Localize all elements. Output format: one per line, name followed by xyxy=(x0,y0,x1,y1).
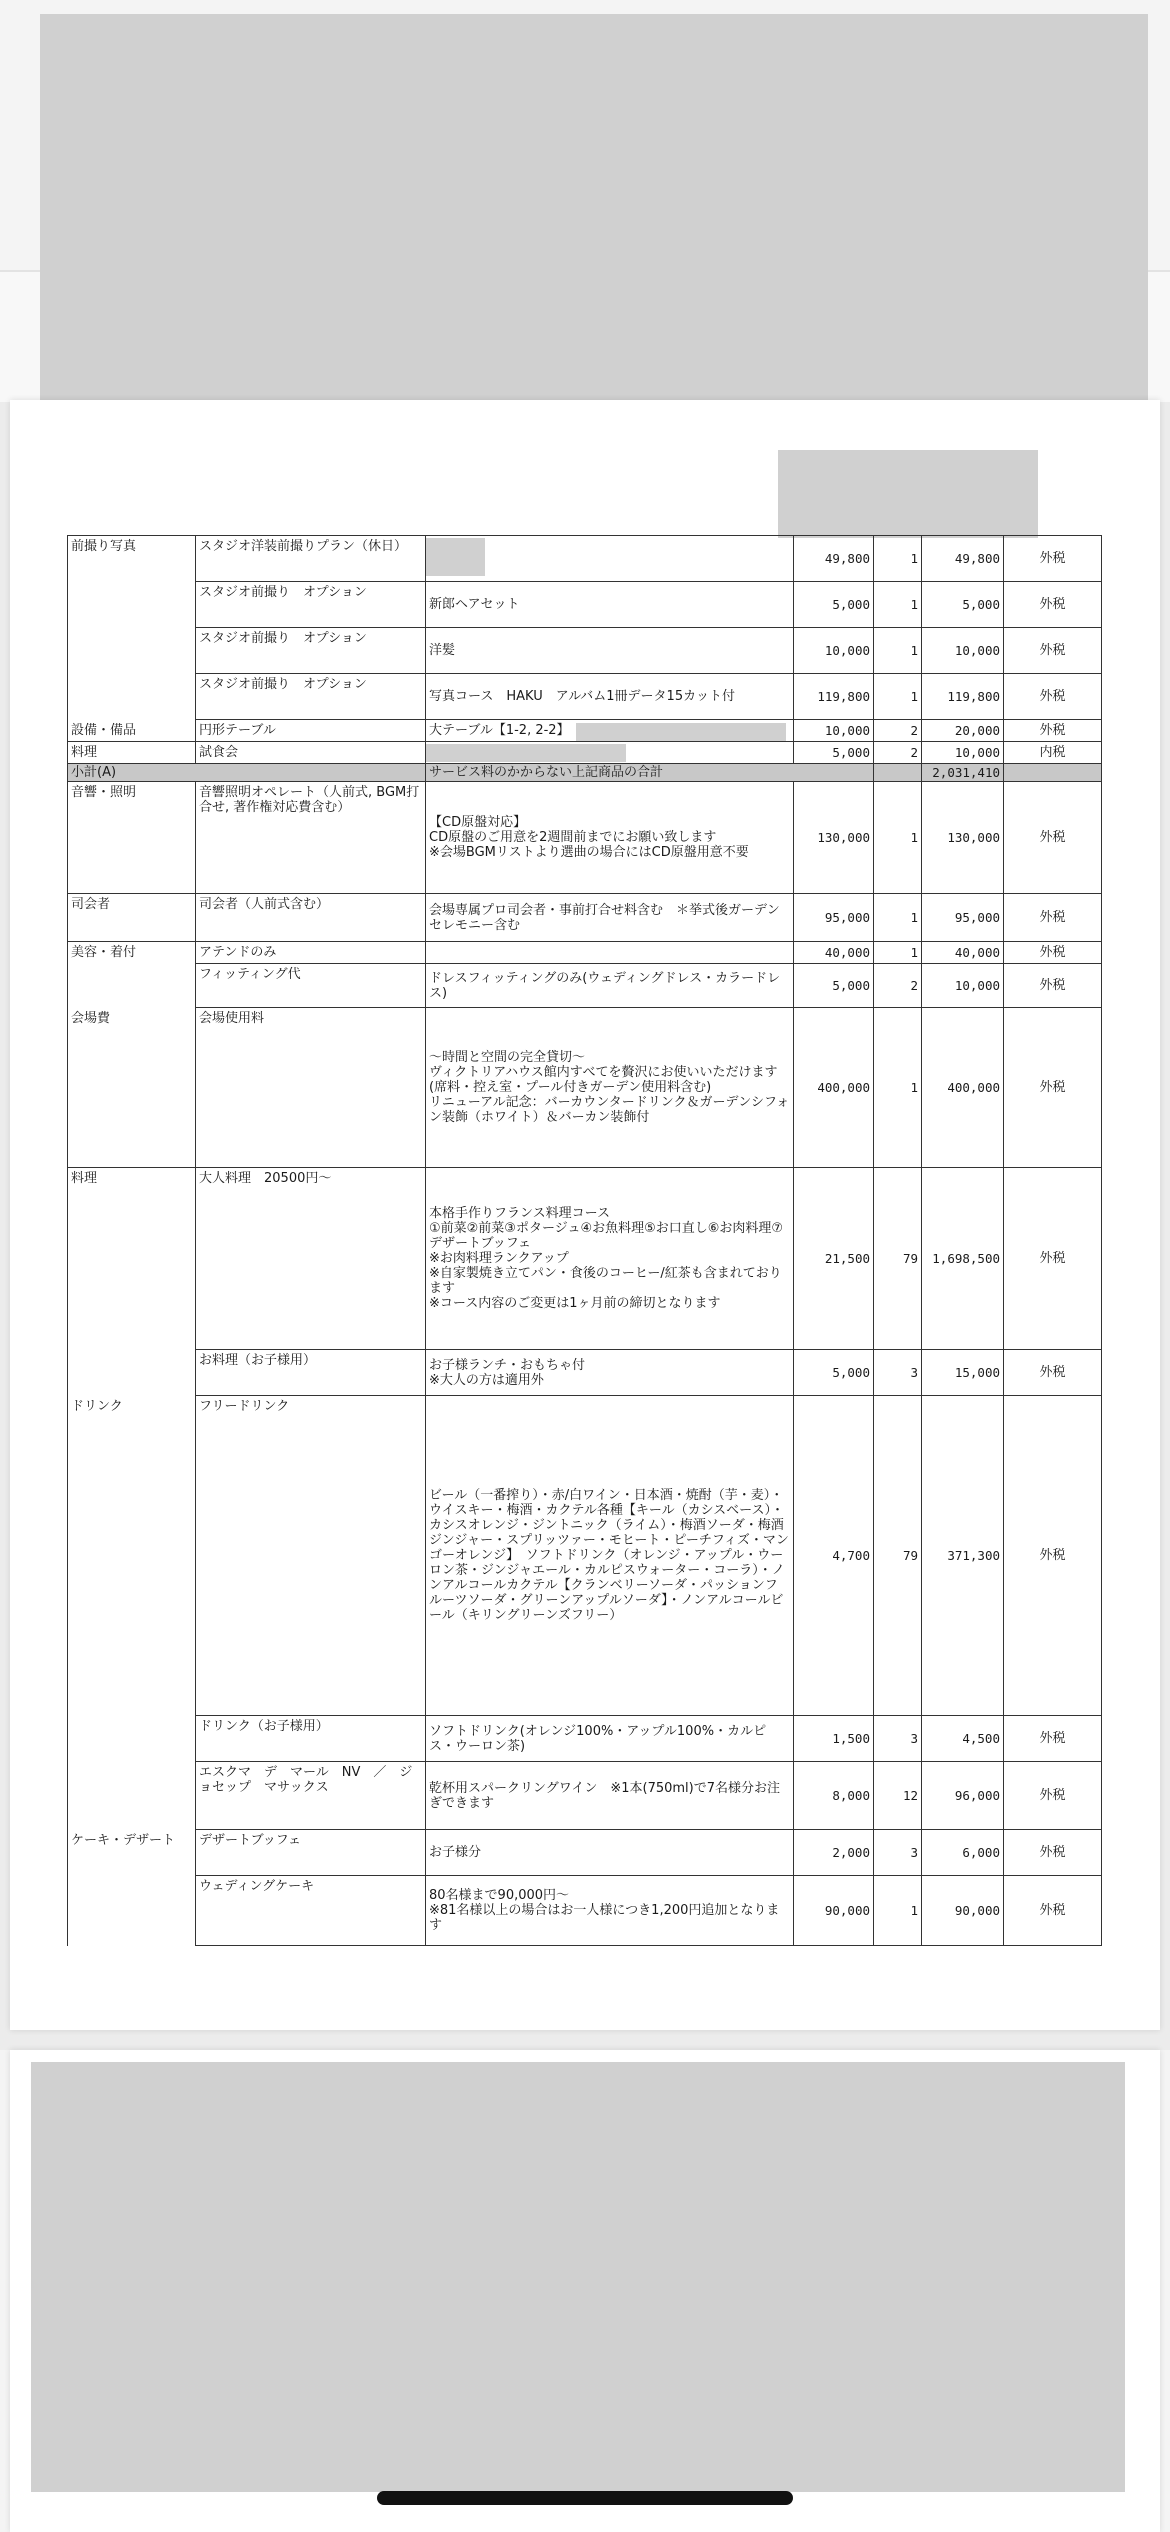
item-detail-cell xyxy=(425,720,793,742)
quantity-cell: 1 xyxy=(873,1008,921,1168)
item-name-cell: スタジオ前撮り オプション xyxy=(195,674,425,720)
line-total-cell: 40,000 xyxy=(921,942,1003,964)
unit-price-cell: 90,000 xyxy=(793,1876,873,1946)
item-name-cell: 会場使用料 xyxy=(195,1008,425,1168)
item-detail-cell: 乾杯用スパークリングワイン ※1本(750ml)で7名様分お注ぎできます xyxy=(425,1762,793,1830)
quantity-cell: 1 xyxy=(873,782,921,894)
tax-type-cell: 外税 xyxy=(1003,536,1101,582)
unit-price-cell: 21,500 xyxy=(793,1168,873,1350)
subtotal-empty xyxy=(1003,764,1101,782)
tax-type-cell: 外税 xyxy=(1003,1396,1101,1716)
redacted-stamp-block xyxy=(778,450,1038,538)
item-name-cell: フリードリンク xyxy=(195,1396,425,1716)
item-detail-cell: 80名様まで90,000円〜 ※81名様以上の場合はお一人様につき1,200円追加となります xyxy=(425,1876,793,1946)
quantity-cell: 1 xyxy=(873,628,921,674)
unit-price-cell: 1,500 xyxy=(793,1716,873,1762)
item-name-cell: 音響照明オペレート（人前式, BGM打合せ, 著作権対応費含む） xyxy=(195,782,425,894)
item-detail-cell: 会場専属プロ司会者・事前打合せ料含む ＊挙式後ガーデンセレモニー含む xyxy=(425,894,793,942)
unit-price-cell: 119,800 xyxy=(793,674,873,720)
redacted-next-page-block xyxy=(31,2062,1125,2492)
line-total-cell: 90,000 xyxy=(921,1876,1003,1946)
tax-type-cell: 外税 xyxy=(1003,1762,1101,1830)
unit-price-cell: 5,000 xyxy=(793,1350,873,1396)
item-detail-cell: 洋髪 xyxy=(425,628,793,674)
category-cell-cuisine-main: 料理 xyxy=(67,1168,195,1396)
unit-price-cell: 10,000 xyxy=(793,720,873,742)
item-name-cell: エスクマ デ マール NV ／ ジョセップ マサックス xyxy=(195,1762,425,1830)
tax-type-cell: 外税 xyxy=(1003,1876,1101,1946)
item-name-cell: 大人料理 20500円〜 xyxy=(195,1168,425,1350)
unit-price-cell: 40,000 xyxy=(793,942,873,964)
home-indicator[interactable] xyxy=(377,2491,793,2505)
category-cell-emcee: 司会者 xyxy=(67,894,195,942)
item-detail-cell: 【CD原盤対応】 CD原盤のご用意を2週間前までにお願い致します ※会場BGMリストより選曲の場合にはCD原盤用意不要 xyxy=(425,782,793,894)
quantity-cell: 1 xyxy=(873,536,921,582)
quantity-cell: 3 xyxy=(873,1716,921,1762)
quantity-cell: 2 xyxy=(873,720,921,742)
tax-type-cell: 外税 xyxy=(1003,1168,1101,1350)
unit-price-cell: 5,000 xyxy=(793,742,873,764)
category-cell-drink: ドリンク xyxy=(67,1396,195,1830)
unit-price-cell: 5,000 xyxy=(793,582,873,628)
quantity-cell: 1 xyxy=(873,942,921,964)
item-name-cell: フィッティング代 xyxy=(195,964,425,1008)
unit-price-cell: 49,800 xyxy=(793,536,873,582)
item-detail-cell xyxy=(425,742,793,764)
unit-price-cell: 4,700 xyxy=(793,1396,873,1716)
tax-type-cell: 外税 xyxy=(1003,674,1101,720)
quantity-cell: 3 xyxy=(873,1830,921,1876)
unit-price-cell: 5,000 xyxy=(793,964,873,1008)
tax-type-cell: 外税 xyxy=(1003,1350,1101,1396)
item-detail-cell: 写真コース HAKU アルバム1冊データ15カット付 xyxy=(425,674,793,720)
item-detail-cell xyxy=(425,942,793,964)
subtotal-description: サービス料のかからない上記商品の合計 xyxy=(425,764,873,782)
redacted-detail xyxy=(425,538,485,576)
line-total-cell: 15,000 xyxy=(921,1350,1003,1396)
redacted-detail xyxy=(426,744,626,762)
item-detail-cell: お子様分 xyxy=(425,1830,793,1876)
quantity-cell: 79 xyxy=(873,1168,921,1350)
unit-price-cell: 400,000 xyxy=(793,1008,873,1168)
item-detail-cell: ソフトドリンク(オレンジ100%・アップル100%・カルピス・ウーロン茶) xyxy=(425,1716,793,1762)
line-total-cell: 119,800 xyxy=(921,674,1003,720)
quantity-cell: 2 xyxy=(873,742,921,764)
item-name-cell: スタジオ洋装前撮りプラン（休日） xyxy=(195,536,425,582)
quantity-cell: 1 xyxy=(873,1876,921,1946)
item-name-cell: アテンドのみ xyxy=(195,942,425,964)
quantity-cell: 3 xyxy=(873,1350,921,1396)
category-cell-sound: 音響・照明 xyxy=(67,782,195,894)
item-name-cell: スタジオ前撮り オプション xyxy=(195,582,425,628)
quantity-cell: 2 xyxy=(873,964,921,1008)
quantity-cell: 79 xyxy=(873,1396,921,1716)
line-total-cell: 400,000 xyxy=(921,1008,1003,1168)
line-total-cell: 1,698,500 xyxy=(921,1168,1003,1350)
item-name-cell: 円形テーブル xyxy=(195,720,425,742)
line-total-cell: 10,000 xyxy=(921,742,1003,764)
item-detail-text: 大テーブル【1-2, 2-2】 xyxy=(429,723,570,738)
item-name-cell: スタジオ前撮り オプション xyxy=(195,628,425,674)
tax-type-cell: 外税 xyxy=(1003,942,1101,964)
category-cell-photo: 前撮り写真 xyxy=(67,536,195,720)
unit-price-cell: 10,000 xyxy=(793,628,873,674)
line-total-cell: 6,000 xyxy=(921,1830,1003,1876)
unit-price-cell: 130,000 xyxy=(793,782,873,894)
line-total-cell: 95,000 xyxy=(921,894,1003,942)
tax-type-cell: 外税 xyxy=(1003,628,1101,674)
tax-type-cell: 外税 xyxy=(1003,582,1101,628)
subtotal-empty xyxy=(873,764,921,782)
item-detail-cell: ドレスフィッティングのみ(ウェディングドレス・カラードレス) xyxy=(425,964,793,1008)
item-name-cell: 試食会 xyxy=(195,742,425,764)
item-name-cell: デザートブッフェ xyxy=(195,1830,425,1876)
quantity-cell: 1 xyxy=(873,674,921,720)
redacted-detail xyxy=(576,723,786,741)
tax-type-cell: 外税 xyxy=(1003,894,1101,942)
unit-price-cell: 8,000 xyxy=(793,1762,873,1830)
item-detail-cell xyxy=(425,536,793,582)
item-detail-cell: 新郎ヘアセット xyxy=(425,582,793,628)
line-total-cell: 10,000 xyxy=(921,628,1003,674)
item-name-cell: お料理（お子様用） xyxy=(195,1350,425,1396)
redacted-header-block xyxy=(40,14,1148,446)
tax-type-cell: 外税 xyxy=(1003,964,1101,1008)
item-detail-cell: ビール（一番搾り）・赤/白ワイン・日本酒・焼酎（芋・麦）・ウイスキー・梅酒・カクテル各種【キール（カシスベース）・カシスオレンジ・ジントニック（ライム）・梅酒ソーダ・梅酒ジンジャー・スプリッツァー・モヒート・ピーチフィズ・マンゴーオレンジ】 ソフトドリンク（オレンジ・アップル・ウーロン茶・ジンジャエール・カルピスウォーター・コーラ）・ノンアルコールカクテル【クランベリーソーダ・パッションフルーツソーダ・グリーンアップルソーダ】・ノンアルコールビール（キリングリーンズフリー） xyxy=(425,1396,793,1716)
quantity-cell: 1 xyxy=(873,582,921,628)
tax-type-cell: 外税 xyxy=(1003,782,1101,894)
item-name-cell: 司会者（人前式含む） xyxy=(195,894,425,942)
line-total-cell: 130,000 xyxy=(921,782,1003,894)
quantity-cell: 1 xyxy=(873,894,921,942)
category-cell-equipment: 設備・備品 xyxy=(67,720,195,742)
line-total-cell: 10,000 xyxy=(921,964,1003,1008)
line-total-cell: 49,800 xyxy=(921,536,1003,582)
item-detail-cell: 本格手作りフランス料理コース ①前菜②前菜③ポタージュ④お魚料理⑤お口直し⑥お肉料理⑦デザートブッフェ ※お肉料理ランクアップ ※自家製焼き立てパン・食後のコーヒー/紅茶も含まれております ※コース内容のご変更は1ヶ月前の締切となります xyxy=(425,1168,793,1350)
line-total-cell: 371,300 xyxy=(921,1396,1003,1716)
tax-type-cell: 外税 xyxy=(1003,1830,1101,1876)
unit-price-cell: 2,000 xyxy=(793,1830,873,1876)
line-total-cell: 20,000 xyxy=(921,720,1003,742)
tax-type-cell: 内税 xyxy=(1003,742,1101,764)
item-detail-cell: 〜時間と空間の完全貸切〜 ヴィクトリアハウス館内すべてを贅沢にお使いいただけます(席料・控え室・プール付きガーデン使用料含む) リニューアル記念：バーカウンタードリンク＆ガーデンシフォン装飾（ホワイト）＆バーカン装飾付 xyxy=(425,1008,793,1168)
subtotal-label: 小計(A) xyxy=(67,764,425,782)
item-name-cell: ドリンク（お子様用） xyxy=(195,1716,425,1762)
item-detail-cell: お子様ランチ・おもちゃ付 ※大人の方は適用外 xyxy=(425,1350,793,1396)
category-cell-beauty: 美容・着付 xyxy=(67,942,195,1008)
line-total-cell: 96,000 xyxy=(921,1762,1003,1830)
unit-price-cell: 95,000 xyxy=(793,894,873,942)
tax-type-cell: 外税 xyxy=(1003,720,1101,742)
quantity-cell: 12 xyxy=(873,1762,921,1830)
item-name-cell: ウェディングケーキ xyxy=(195,1876,425,1946)
category-cell-cuisine: 料理 xyxy=(67,742,195,764)
category-cell-venue: 会場費 xyxy=(67,1008,195,1168)
tax-type-cell: 外税 xyxy=(1003,1716,1101,1762)
tax-type-cell: 外税 xyxy=(1003,1008,1101,1168)
category-cell-cake: ケーキ・デザート xyxy=(67,1830,195,1946)
subtotal-value: 2,031,410 xyxy=(921,764,1003,782)
line-total-cell: 4,500 xyxy=(921,1716,1003,1762)
estimate-table xyxy=(67,535,1102,1946)
line-total-cell: 5,000 xyxy=(921,582,1003,628)
